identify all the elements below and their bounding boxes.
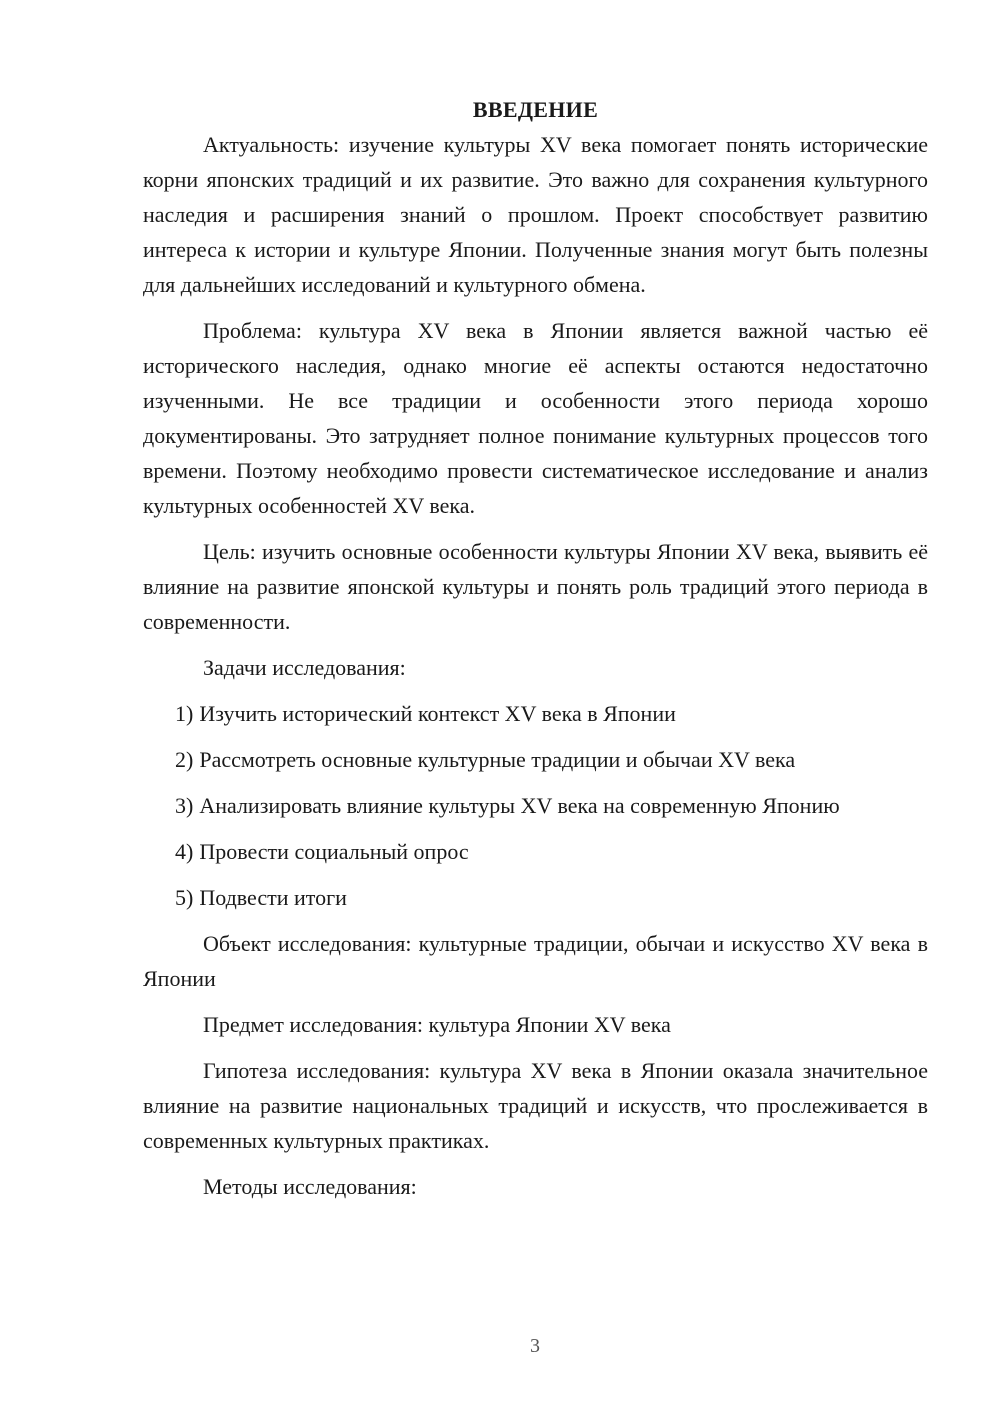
list-item-number: 1) xyxy=(175,701,194,726)
subject-paragraph: Предмет исследования: культура Японии XV века xyxy=(203,1012,671,1037)
relevance-paragraph: Актуальность: изучение культуры XV века помогает понять исторические корни японских традиций и их развитие. Это важно для сохранения культурного наследия и расширения знаний о прошлом. Проект способствует развитию интереса к истории и культуре Японии. Полученные знания могут быть полезны для дальнейших исследований и культурного обмена. xyxy=(143,132,928,297)
hypothesis-paragraph: Гипотеза исследования: культура XV века в Японии оказала значительное влияние на развитие национальных традиций и искусств, что прослеживается в современных культурных практиках. xyxy=(143,1058,928,1153)
list-item-text: Анализировать влияние культуры XV века на современную Японию xyxy=(199,793,840,818)
list-item-text: Подвести итоги xyxy=(199,885,347,910)
list-item xyxy=(175,834,928,869)
problem-paragraph: Проблема: культура XV века в Японии является важной частью её исторического наследия, однако многие её аспекты остаются недостаточно изученными. Не все традиции и особенности этого периода хорошо документированы. Это затрудняет полное понимание культурных процессов того времени. Поэтому необходимо провести систематическое исследование и анализ культурных особенностей XV века. xyxy=(143,318,928,518)
document-page xyxy=(143,92,928,1204)
list-item-text: Рассмотреть основные культурные традиции и обычаи XV века xyxy=(199,747,796,772)
list-item-text: Изучить исторический контекст XV века в Японии xyxy=(199,701,676,726)
list-item-number: 2) xyxy=(175,747,194,772)
page-title: ВВЕДЕНИЕ xyxy=(472,97,599,122)
tasks-heading: Задачи исследования: xyxy=(203,655,406,680)
tasks-list xyxy=(143,696,928,915)
list-item xyxy=(175,788,928,823)
goal-paragraph: Цель: изучить основные особенности культуры Японии XV века, выявить её влияние на развитие японской культуры и понять роль традиций этого периода в современности. xyxy=(143,539,928,634)
object-paragraph: Объект исследования: культурные традиции, обычаи и искусство XV века в Японии xyxy=(143,931,928,991)
list-item xyxy=(175,742,928,777)
list-item-text: Провести социальный опрос xyxy=(199,839,469,864)
page-number: 3 xyxy=(530,1335,540,1357)
methods-heading: Методы исследования: xyxy=(203,1174,417,1199)
list-item xyxy=(175,696,928,731)
list-item xyxy=(175,880,928,915)
list-item-number: 5) xyxy=(175,885,194,910)
list-item-number: 3) xyxy=(175,793,194,818)
list-item-number: 4) xyxy=(175,839,194,864)
